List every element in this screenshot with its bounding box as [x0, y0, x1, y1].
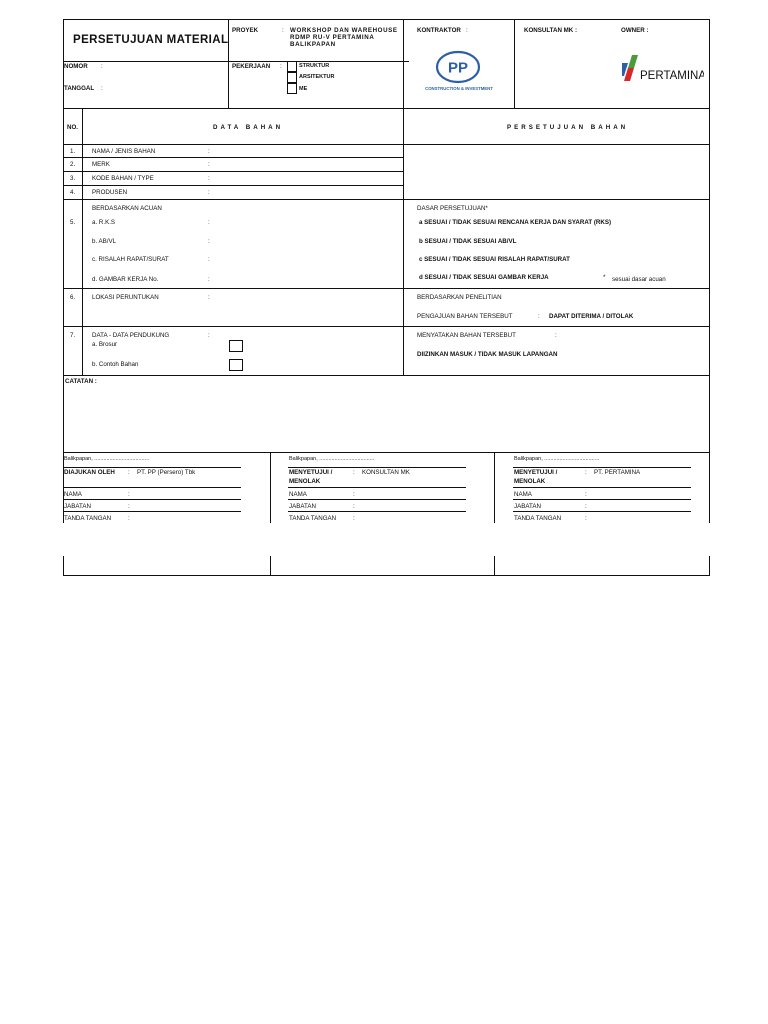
row7-no: 7.: [70, 332, 76, 339]
row3-colon: :: [208, 175, 210, 182]
sig1-place-date: Balikpapan, ....................................: [64, 456, 150, 462]
row7-a-label: a. Brosur: [92, 341, 118, 348]
row5-b-label: b. AB/VL: [92, 238, 117, 245]
row5-d-label: d. GAMBAR KERJA No.: [92, 276, 159, 283]
svg-text:PERTAMINA: PERTAMINA: [640, 70, 704, 82]
row5-b-colon: :: [208, 238, 210, 245]
sig1-jabatan-label: JABATAN: [64, 503, 91, 510]
row6-colon: :: [208, 294, 210, 301]
diizinkan-text: DIIZINKAN MASUK / TIDAK MASUK LAPANGAN: [417, 351, 558, 358]
col-no-header: NO.: [67, 124, 79, 131]
catatan-label: CATATAN :: [65, 378, 97, 385]
pertamina-logo-icon: [622, 55, 704, 91]
row2-colon: :: [208, 161, 210, 168]
row1-colon: :: [208, 148, 210, 155]
sig3-place-date: Balikpapan, ....................................: [514, 456, 600, 462]
menyatakan-colon: :: [555, 332, 557, 339]
footnote-star: *: [603, 274, 606, 281]
nomor-label: NOMOR: [64, 63, 88, 70]
row4-colon: :: [208, 189, 210, 196]
brosur-checkbox[interactable]: [229, 340, 243, 352]
proyek-label: PROYEK: [232, 27, 259, 34]
penelitian-label: BERDASARKAN PENELITIAN: [417, 294, 502, 301]
sig1-colon: :: [128, 469, 130, 476]
row3-label: KODE BAHAN / TYPE: [92, 175, 154, 182]
sig3-jabatan-label: JABATAN: [514, 503, 541, 510]
sig1-jabatan-colon: :: [128, 503, 130, 510]
sig3-nama-colon: :: [585, 491, 587, 498]
sig2-nama-label: NAMA: [289, 491, 307, 498]
pertamina-logo: [622, 55, 704, 91]
sig3-org: PT. PERTAMINA: [594, 469, 641, 476]
col-data-bahan-header: DATA BAHAN: [213, 124, 284, 131]
col-persetujuan-header: PERSETUJUAN BAHAN: [507, 124, 629, 131]
sig2-jabatan-label: JABATAN: [289, 503, 316, 510]
owner-label: OWNER :: [621, 27, 649, 34]
dasar-persetujuan-label: DASAR PERSETUJUAN*: [417, 205, 488, 212]
me-checkbox[interactable]: [287, 83, 297, 94]
page-title: PERSETUJUAN MATERIAL: [73, 34, 229, 46]
proyek-value-1: WORKSHOP DAN WAREHOUSE: [290, 27, 398, 34]
row7-b-label: b. Contoh Bahan: [92, 361, 139, 368]
struktur-checkbox[interactable]: [287, 61, 297, 72]
sig1-role: DIAJUKAN OLEH: [64, 469, 115, 476]
sig2-org: KONSULTAN MK: [362, 469, 410, 476]
row5-label: BERDASARKAN ACUAN: [92, 205, 162, 212]
me-label: ME: [299, 86, 308, 92]
pekerjaan-label: PEKERJAAN: [232, 63, 271, 70]
row6-label: LOKASI PERUNTUKAN: [92, 294, 159, 301]
row2-label: MERK: [92, 161, 110, 168]
sig1-tanda-tangan-colon: :: [128, 515, 130, 522]
pengajuan-value: DAPAT DITERIMA / DITOLAK: [549, 313, 634, 320]
kontraktor-label: KONTRAKTOR: [417, 27, 461, 34]
sig3-tanda-tangan-label: TANDA TANGAN: [514, 515, 562, 522]
row3-no: 3.: [70, 175, 76, 182]
sig2-role: MENYETUJUI /: [289, 469, 333, 476]
svg-text:CONSTRUCTION & INVESTMENT: CONSTRUCTION & INVESTMENT: [425, 86, 493, 91]
row5-a-colon: :: [208, 219, 210, 226]
approval-b: b SESUAI / TIDAK SESUAI AB/VL: [419, 238, 517, 245]
row1-label: NAMA / JENIS BAHAN: [92, 148, 156, 155]
row2-no: 2.: [70, 161, 76, 168]
sig1-tanda-tangan-label: TANDA TANGAN: [64, 515, 112, 522]
sig2-colon: :: [353, 469, 355, 476]
sig2-jabatan-colon: :: [353, 503, 355, 510]
row7-label: DATA - DATA PENDUKUNG: [92, 332, 170, 339]
catatan-field[interactable]: [64, 386, 709, 450]
proyek-colon: :: [282, 27, 284, 34]
struktur-label: STRUKTUR: [299, 63, 330, 69]
approval-c: c SESUAI / TIDAK SESUAI RISALAH RAPAT/SURAT: [419, 256, 570, 263]
contoh-bahan-checkbox[interactable]: [229, 359, 243, 371]
row4-label: PRODUSEN: [92, 189, 128, 196]
footnote-text: sesuai dasar acuan: [612, 276, 666, 283]
row4-no: 4.: [70, 189, 76, 196]
tanggal-colon: :: [101, 85, 103, 92]
tanggal-label: TANGGAL: [64, 85, 95, 92]
proyek-value-3: BALIKPAPAN: [290, 41, 336, 48]
pp-logo-icon: [418, 50, 500, 95]
kontraktor-colon: :: [466, 27, 468, 34]
row5-a-label: a. R.K.S: [92, 219, 116, 226]
row5-c-label: c. RISALAH RAPAT/SURAT: [92, 256, 169, 263]
konsultan-label: KONSULTAN MK :: [524, 27, 578, 34]
sig3-nama-label: NAMA: [514, 491, 532, 498]
sig1-nama-label: NAMA: [64, 491, 82, 498]
proyek-value-2: RDMP RU-V PERTAMINA: [290, 34, 375, 41]
approval-d: d SESUAI / TIDAK SESUAI GAMBAR KERJA: [419, 274, 549, 281]
sig3-role: MENYETUJUI /: [514, 469, 558, 476]
menyatakan-label: MENYATAKAN BAHAN TERSEBUT: [417, 332, 516, 339]
nomor-colon: :: [101, 63, 103, 70]
sig2-role-2: MENOLAK: [289, 478, 321, 485]
sig3-role-2: MENOLAK: [514, 478, 546, 485]
pekerjaan-colon: :: [280, 63, 282, 70]
row5-no: 5.: [70, 219, 76, 226]
sig3-colon: :: [585, 469, 587, 476]
sig3-jabatan-colon: :: [585, 503, 587, 510]
row6-no: 6.: [70, 294, 76, 301]
sig3-tanda-tangan-colon: :: [585, 515, 587, 522]
sig2-place-date: Balikpapan, ....................................: [289, 456, 375, 462]
sig2-tanda-tangan-colon: :: [353, 515, 355, 522]
svg-text:PP: PP: [447, 59, 469, 77]
row1-no: 1.: [70, 148, 76, 155]
row7-colon: :: [208, 332, 210, 339]
sig1-nama-colon: :: [128, 491, 130, 498]
arsitektur-checkbox[interactable]: [287, 72, 297, 83]
pengajuan-colon: :: [538, 313, 540, 320]
approval-a: a SESUAI / TIDAK SESUAI RENCANA KERJA DAN SYARAT (RKS): [419, 219, 612, 226]
sig2-nama-colon: :: [353, 491, 355, 498]
arsitektur-label: ARSITEKTUR: [299, 74, 335, 80]
row5-c-colon: :: [208, 256, 210, 263]
sig2-tanda-tangan-label: TANDA TANGAN: [289, 515, 337, 522]
sig1-org: PT. PP (Persero) Tbk: [137, 469, 196, 476]
pp-logo: [418, 50, 500, 95]
row5-d-colon: :: [208, 276, 210, 283]
pengajuan-label: PENGAJUAN BAHAN TERSEBUT: [417, 313, 513, 320]
